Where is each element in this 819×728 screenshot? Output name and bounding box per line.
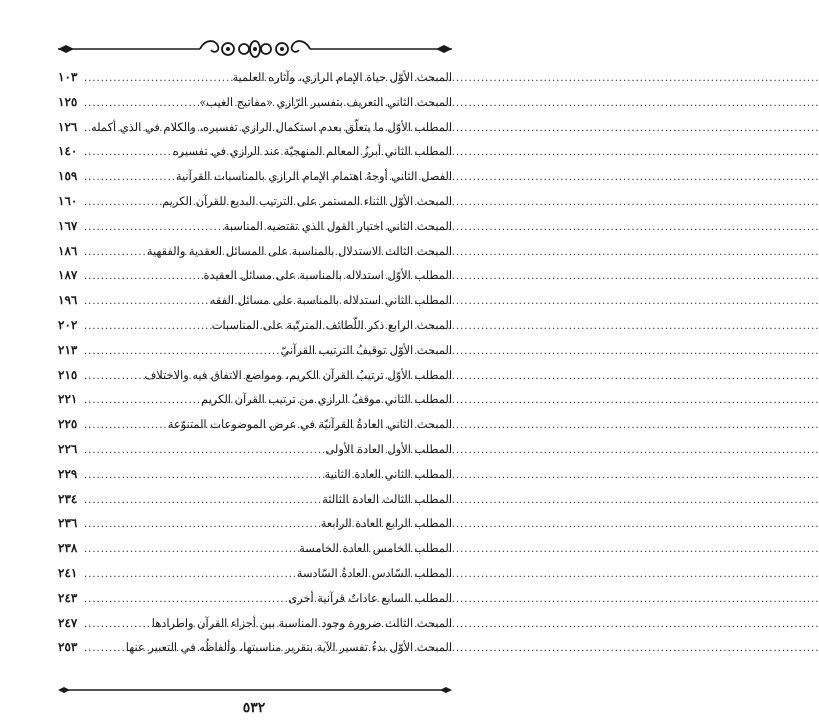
toc-entry [58,244,452,269]
toc-entry [58,417,452,442]
toc-entry [58,467,452,492]
toc-entry-title: المطلب الخامس العادة الخامسة [299,541,452,556]
toc-leader-dots [84,495,322,506]
toc-entry-title: المبحث الأوّل الثناء المستمر على الترتيب البديع للقرآن الكريم [162,193,452,208]
toc-entry [58,442,452,467]
toc-entry [58,293,452,318]
toc-entry-title: المبحث الثاني العادةُ القرآنيّة في عرض الموضوعات المتنوّعة [167,417,452,432]
toc-leader-dots [84,172,176,183]
toc-entry-title: المطلب الثاني أبرزُ المعالم المنهجيّة عند الرازي في تفسيره [172,144,452,159]
toc-leader-dots [84,395,201,406]
toc-entry-page: ٢٣٦ [58,516,78,531]
toc-entry-page: ١٦٠ [58,193,78,208]
toc-entry-page: ٢٠٢ [58,317,78,332]
toc-leader-dots [84,420,168,431]
toc-entry-title: المطلب الثاني استدلاله بالمناسبة على مسائل الفقه [209,293,452,308]
toc-entry-page: ٢٤٣ [58,590,78,605]
toc-entry-page: ١٤٠ [58,144,78,159]
toc-entry-page: ٢١٥ [58,367,78,382]
toc-entry-title: المطلب الأوّل ترتيبُ القرآن الكريم، ومواضع الاتفاق فيه والاختلاف [144,367,452,382]
toc-entry-page: ٢٣٤ [58,491,78,506]
toc-leader-dots [84,569,297,580]
toc-leader-dots [84,73,232,84]
toc-entry-title: المبحث الثاني اختيار القول الذي تقتضيه المناسبة [223,218,452,233]
toc-entry [58,516,452,541]
toc-entry [58,169,452,194]
toc-entry [58,144,452,169]
toc-entry-page: ٢٤١ [58,565,78,580]
toc-leader-dots [84,643,126,654]
toc-leader-dots [84,222,224,233]
toc-entry-title: المبحث الأوّل توقيفُ الترتيب القرآنيّ [280,342,452,357]
toc-leader-dots [84,98,199,109]
toc-leader-dots [84,544,299,555]
toc-leader-dots [84,123,91,134]
toc-entry-title: المبحث الثالث ضرورة وجود المناسبة بين أجزاء القرآن واطرادها [151,615,452,630]
toc-entry-page: ٢٣٨ [58,541,78,556]
toc-entry-title: الفصل الثاني أوجهُ اهتمام الإمام الرازي بالمناسبات القرآنية [175,169,452,184]
toc-entry-page: ٢٤٧ [58,615,78,630]
toc-entry [58,566,452,591]
toc-entry-page: ١٩٦ [58,293,78,308]
toc-leader-dots [84,445,325,456]
toc-entry [58,591,452,616]
toc-entry-page: ٢٢٥ [58,417,78,432]
toc-entry [58,219,452,244]
toc-entry [58,343,452,368]
toc-entry [58,120,452,145]
toc-leader-dots [84,321,212,332]
toc-entry-title: المطلب الثاني موقفُ الرازي من ترتيب القرآن الكريم [201,392,452,407]
toc-leader-dots [84,346,280,357]
toc-leader-dots [84,247,147,258]
toc-entry-title: المبحث الأوّل حياة الإمام الرازي، وآثاره العلمية [232,70,452,84]
table-of-contents [58,70,452,665]
page-number: ٥٣٢ [242,700,266,716]
toc-entry-title: المطلب الرابع العادة الرابعة [320,516,452,531]
bottom-ornament [58,683,452,697]
toc-entry-title: المبحث الرابع ذكر اللّطائف المترتّبة على المناسبات [211,317,452,332]
toc-entry-page: ٢١٣ [58,342,78,357]
toc-entry-title: المطلب الأوّل استدلاله بالمناسبة على مسائل العقيدة [203,268,452,283]
toc-entry-title: المطلب السّادس العادةُ السّادسة [296,565,452,580]
toc-entry-title: المطلب الثالث العادة الثالثة [322,491,452,506]
toc-entry-page: ١٢٦ [58,119,78,134]
toc-entry [58,268,452,293]
toc-entry [58,616,452,641]
top-ornament [0,34,510,64]
toc-leader-dots [84,296,210,307]
toc-entry-page: ٢٢٩ [58,466,78,481]
toc-entry-page: ١٠٣ [58,70,78,84]
toc-entry-title: المطلب السابع عاداتٌ قرآنية أخرى [288,590,452,605]
toc-entry-title: المطلب الأول العادة الأولى [325,441,452,456]
toc-leader-dots [84,271,204,282]
toc-leader-dots [84,470,325,481]
toc-entry-title: المبحث الثاني التعريف بتفسير الرّازي «مفاتيح الغيب» [199,94,452,109]
toc-leader-dots [84,619,152,630]
toc-entry [58,492,452,517]
toc-leader-dots [84,594,288,605]
toc-entry [58,194,452,219]
toc-entry-title: المطلب الثاني العادة الثانية [324,466,452,481]
toc-entry [58,318,452,343]
toc-entry [58,640,452,665]
toc-entry-title: المبحث الثالث الاستدلال بالمناسبة على المسائل العقدية والفقهية [146,243,452,258]
toc-entry-page: ٢٢١ [58,392,78,407]
toc-entry-page: ٢٥٣ [58,640,78,655]
toc-entry [58,70,452,95]
toc-entry-page: ١٦٧ [58,218,78,233]
toc-entry-page: ١٢٥ [58,94,78,109]
toc-leader-dots [84,519,321,530]
toc-entry-page: ١٨٧ [58,268,78,283]
toc-entry [58,95,452,120]
toc-leader-dots [84,197,162,208]
toc-entry [58,368,452,393]
toc-entry [58,392,452,417]
toc-entry [58,541,452,566]
toc-entry-title: المبحث الأوّل بدءُ تفسير الآية بتقرير مناسبتها، وألفاظُه في التعبير عنها [125,640,452,655]
toc-entry-page: ١٥٩ [58,169,78,184]
toc-leader-dots [84,147,173,158]
toc-leader-dots [84,371,144,382]
toc-entry-page: ١٨٦ [58,243,78,258]
toc-entry-title: المطلب الأوّل ما يتعلّق بعدم استكمال الرازي تفسيره، والكلام في الذي أكمله [91,119,452,134]
toc-entry-page: ٢٢٦ [58,441,78,456]
